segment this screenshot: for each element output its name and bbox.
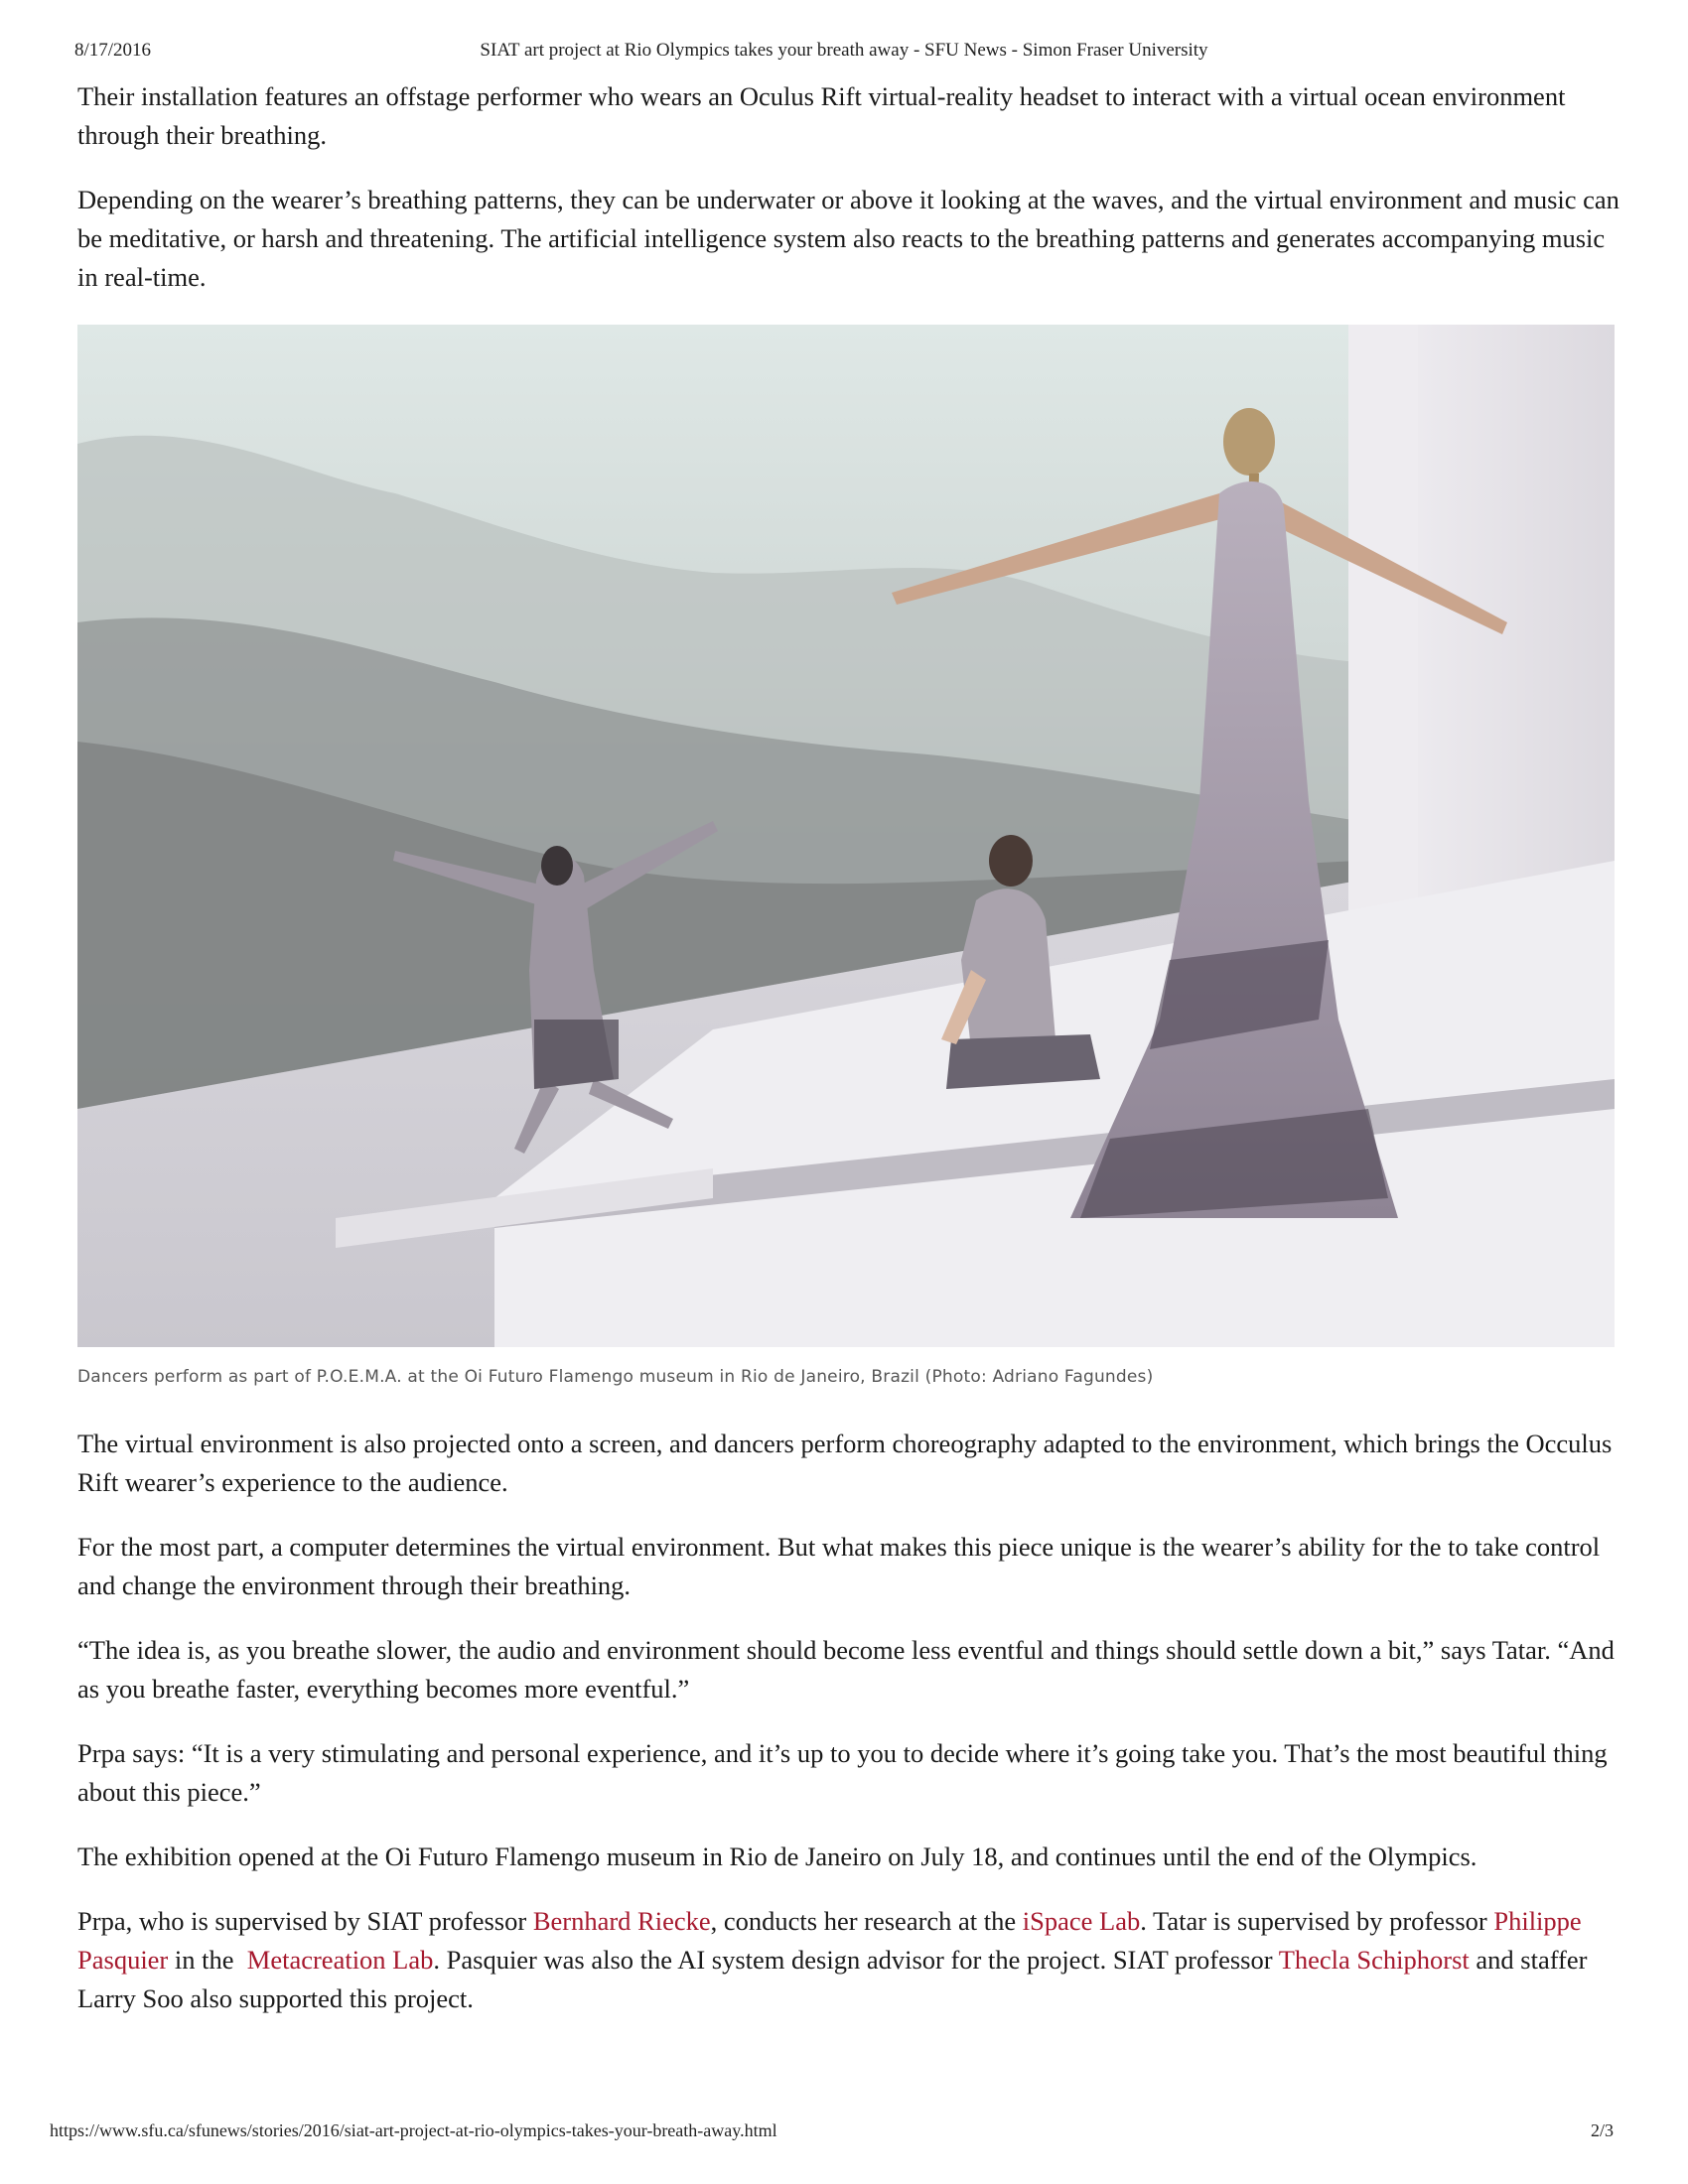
paragraph-tatar-quote: “The idea is, as you breathe slower, the audio and environment should become less eventful and things should settle down a bit,” says Tatar. “And as you breathe faster, everything becomes more eventful.” — [77, 1635, 1615, 1704]
print-title: SIAT art project at Rio Olympics takes your breath away - SFU News - Simon Fraser University — [480, 40, 1208, 61]
article-body — [77, 77, 1626, 2044]
credits-text: Prpa, who is supervised by SIAT professor — [77, 1906, 533, 1936]
credits-text: . Pasquier was also the AI system design advisor for the project. SIAT professor — [433, 1945, 1279, 1975]
link-thecla-schiphorst[interactable]: Thecla Schiphorst — [1278, 1945, 1470, 1975]
paragraph-exhibition: The exhibition opened at the Oi Futuro Flamengo museum in Rio de Janeiro on July 18, and continues until the end of the Olympics. — [77, 1842, 1477, 1871]
link-bernhard-riecke[interactable]: Bernhard Riecke — [532, 1906, 711, 1936]
link-metacreation-lab[interactable]: Metacreation Lab — [246, 1945, 434, 1975]
credits-text: . Tatar is supervised by professor — [1140, 1906, 1494, 1936]
print-date: 8/17/2016 — [74, 40, 152, 61]
paragraph-virtual-environment: The virtual environment is also projected onto a screen, and dancers perform choreography adapted to the environment, which brings the Occulus Rift wearer’s experience to the audience. — [77, 1429, 1613, 1497]
photo-caption: Dancers perform as part of P.O.E.M.A. at the Oi Futuro Flamengo museum in Rio de Janeiro, Brazil (Photo: Adriano Fagundes) — [77, 1367, 1154, 1387]
credits-text: , conducts her research at the — [710, 1906, 1023, 1936]
paragraph-installation: Their installation features an offstage performer who wears an Oculus Rift virtual-reality headset to interact with a virtual ocean environment through their breathing. — [77, 81, 1566, 150]
paragraph-breathing-patterns: Depending on the wearer’s breathing patterns, they can be underwater or above it looking at the waves, and the virtual environment and music can be meditative, or harsh and threatening. The artificial intelligence system also reacts to the breathing patterns and generates accompanying music in real-time. — [77, 185, 1619, 292]
page-number: 2/3 — [1590, 2120, 1614, 2140]
credits-text: in the — [168, 1945, 247, 1975]
link-ispace-lab[interactable]: iSpace Lab — [1022, 1906, 1141, 1936]
credits-text: and staffer Larry Soo also supported this project. — [77, 1945, 1588, 2013]
article-figure — [77, 325, 1626, 1387]
print-url: https://www.sfu.ca/sfunews/stories/2016/siat-art-project-at-rio-olympics-takes-your-breath-away.html — [50, 2120, 777, 2140]
paragraph-prpa-quote: Prpa says: “It is a very stimulating and personal experience, and it’s up to you to decide where it’s going take you. That’s the most beautiful thing about this piece.” — [77, 1738, 1608, 1807]
paragraph-credits — [77, 1902, 1626, 2018]
print-footer — [50, 2120, 1614, 2146]
link-philippe-pasquier[interactable]: Philippe Pasquier — [77, 1906, 1582, 1975]
dancers-photo — [77, 325, 1615, 1347]
print-header — [74, 40, 1614, 69]
paragraph-computer-determines: For the most part, a computer determines the virtual environment. But what makes this piece unique is the wearer’s ability for the to take control and change the environment through their breathing. — [77, 1532, 1601, 1600]
